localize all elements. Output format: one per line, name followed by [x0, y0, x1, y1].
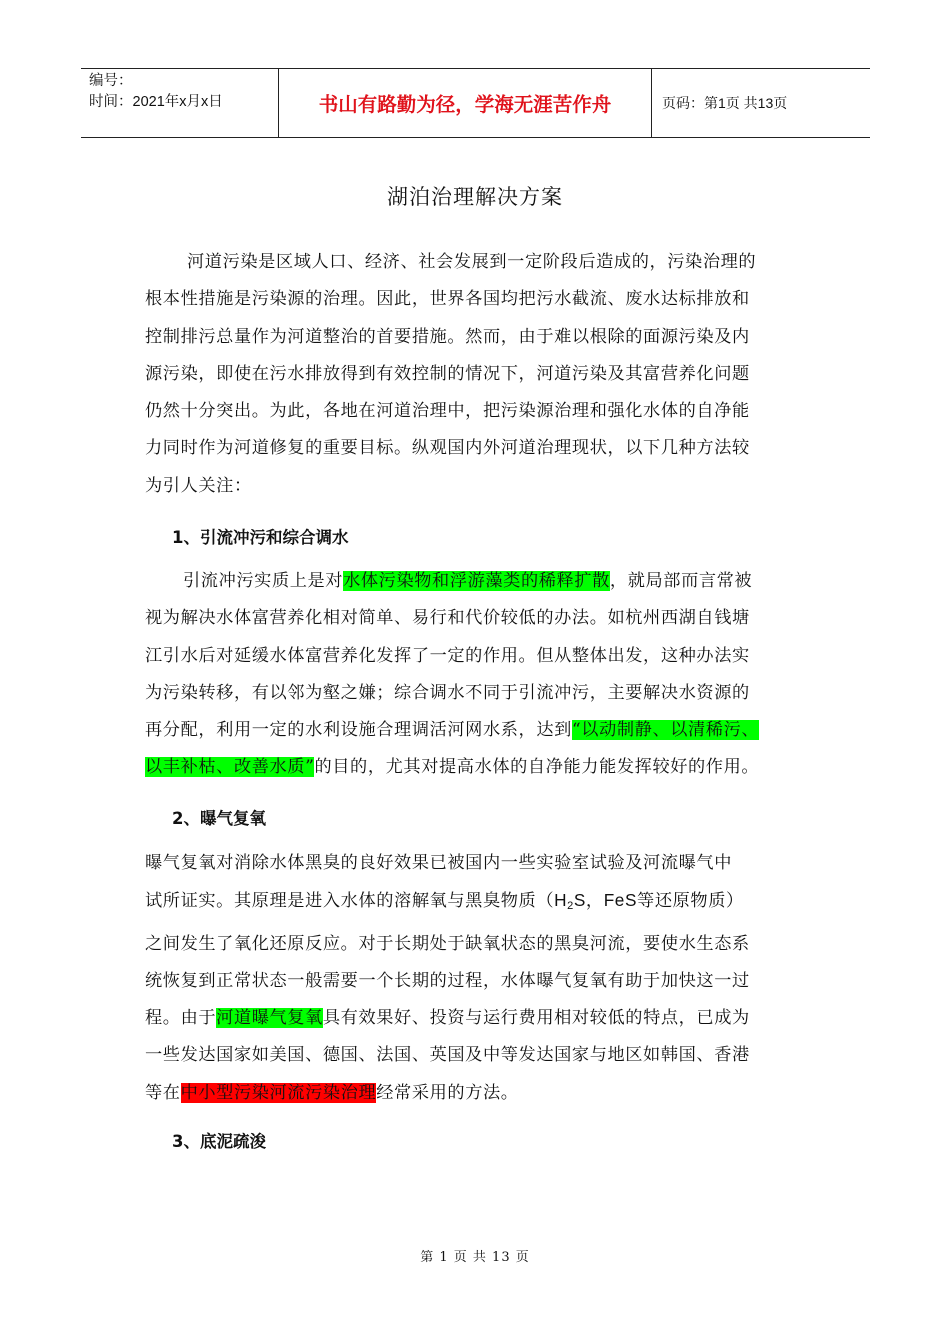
text-run: 程。由于	[145, 1008, 217, 1029]
text-run: 经常采用的方法。	[376, 1082, 519, 1103]
highlight-green: 水体污染物和浮游藻类的稀释扩散	[343, 571, 610, 591]
number-label: 编号：	[89, 73, 133, 89]
text-run: 等在	[145, 1082, 181, 1103]
section2-line: 曝气复氧对消除水体黑臭的良好效果已被国内一些实验室试验及河流曝气中	[145, 853, 732, 873]
intro-line: 根本性措施是污染源的治理。因此，世界各国均把污水截流、废水达标排放和	[145, 289, 750, 310]
intro-line: 仍然十分突出。为此，各地在河道治理中，把污染源治理和强化水体的自净能	[145, 401, 750, 422]
highlight-red: 中小型污染河流污染治理	[180, 1082, 377, 1103]
section2-line	[145, 882, 750, 925]
intro-line: 为引人关注：	[145, 475, 252, 496]
section1-line: 视为解决水体富营养化相对简单、易行和代价较低的办法。如杭州西湖自钱塘	[145, 608, 750, 629]
section2-line	[145, 1075, 750, 1112]
section2-line: 统恢复到正常状态一般需要一个长期的过程，水体曝气复氧有助于加快这一过	[145, 970, 750, 991]
text-run: ，就局部而言常被	[609, 571, 753, 591]
header-meta-cell	[81, 69, 279, 137]
intro-line: 源污染，即使在污水排放得到有效控制的情况下，河道污染及其富营养化问题	[145, 363, 750, 384]
formula-subscript: 2	[567, 900, 574, 913]
intro-line: 河道污染是区域人口、经济、社会发展到一定阶段后造成的，污染治理的	[187, 252, 757, 272]
page-footer: 第 1 页 共 13 页	[420, 1250, 530, 1265]
section1-line	[145, 712, 759, 749]
formula-s-fes: S，FeS	[573, 890, 638, 911]
section1-line: 江引水后对延缓水体富营养化发挥了一定的作用。但从整体出发，这种办法实	[145, 645, 750, 666]
time-label: 时间：2021年x月x日	[89, 94, 223, 110]
section1-line	[145, 563, 759, 600]
section-heading-2: 2、曝气复氧	[172, 809, 266, 828]
text-run: 具有效果好、投资与运行费用相对较低的特点，已成为	[322, 1008, 750, 1029]
text-run: 引流冲污实质上是对	[183, 571, 344, 591]
section1-paragraph	[145, 563, 759, 787]
formula-h: H	[554, 890, 568, 911]
section1-line	[145, 749, 759, 786]
section2-line	[145, 1000, 750, 1037]
text-run: 的目的，尤其对提高水体的自净能力能发挥较好的作用。	[314, 757, 760, 778]
section-heading-1: 1、引流冲污和综合调水	[172, 528, 349, 547]
header-page-info: 页码：第1页 共13页	[662, 95, 788, 111]
intro-line: 力同时作为河道修复的重要目标。纵观国内外河道治理现状，以下几种方法较	[145, 438, 750, 459]
highlight-green: “以动制静、以清稀污、	[571, 720, 760, 741]
text-run: 再分配，利用一定的水利设施合理调活河网水系，达到	[145, 720, 572, 741]
intro-line: 控制排污总量作为河道整治的首要措施。然而，由于难以根除的面源污染及内	[145, 326, 750, 347]
section1-line: 为污染转移，有以邻为壑之嫌；综合调水不同于引流冲污，主要解决水资源的	[145, 682, 750, 703]
text-run: 等还原物质）	[637, 891, 744, 912]
intro-paragraph	[145, 244, 756, 505]
highlight-green: 河道曝气复氧	[216, 1008, 323, 1029]
header-motto: 书山有路勤为径，学海无涯苦作舟	[279, 69, 652, 137]
section2-paragraph	[145, 845, 750, 1112]
text-run: 试所证实。其原理是进入水体的溶解氧与黑臭物质（	[145, 891, 555, 912]
section-heading-3: 3、底泥疏浚	[172, 1132, 266, 1151]
header-table	[81, 68, 870, 138]
highlight-green: 以丰补枯、改善水质”	[145, 757, 315, 778]
section2-line: 之间发生了氧化还原反应。对于长期处于缺氧状态的黑臭河流，要使水生态系	[145, 933, 750, 954]
section2-line: 一些发达国家如美国、德国、法国、英国及中等发达国家与地区如韩国、香港	[145, 1045, 750, 1066]
document-title: 湖泊治理解决方案	[387, 185, 563, 209]
